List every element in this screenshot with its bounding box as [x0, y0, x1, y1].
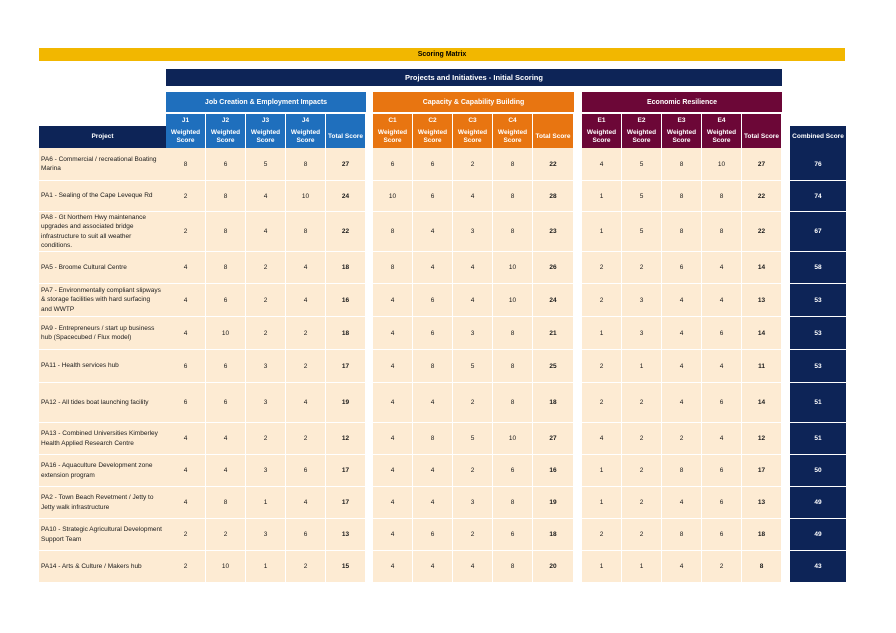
economic-score-cell: 8 [662, 519, 702, 551]
criteria-code-row [39, 114, 846, 126]
capacity-total-cell: 28 [533, 181, 574, 212]
job-score-cell: 6 [206, 350, 246, 383]
economic-total-cell: 18 [742, 519, 782, 551]
capacity-score-cell: 4 [453, 284, 493, 317]
economic-score-cell: 1 [582, 487, 622, 519]
capacity-score-cell: 4 [373, 423, 413, 455]
economic-score-cell: 1 [582, 181, 622, 212]
job-score-cell: 10 [286, 181, 326, 212]
capacity-score-cell: 8 [493, 383, 533, 423]
criterion-code: J3 [246, 114, 286, 126]
table-row [39, 487, 846, 519]
job-score-cell: 6 [206, 284, 246, 317]
project-name: PA9 - Entrepreneurs / start up business hub (Spacecubed / Flux model) [39, 317, 166, 350]
job-score-cell: 4 [166, 317, 206, 350]
economic-score-cell: 2 [622, 487, 662, 519]
project-name: PA13 - Combined Universities Kimberley Health Applied Research Centre [39, 423, 166, 455]
job-score-cell: 2 [206, 519, 246, 551]
economic-score-cell: 3 [622, 317, 662, 350]
project-name: PA10 - Strategic Agricultural Development Support Team [39, 519, 166, 551]
table-row [39, 350, 846, 383]
criterion-code: C1 [373, 114, 413, 126]
total-score-header: Total Score [326, 126, 366, 148]
job-score-cell: 2 [286, 423, 326, 455]
criterion-code: E4 [702, 114, 742, 126]
total-score-header: Total Score [533, 126, 574, 148]
job-score-cell: 6 [206, 148, 246, 181]
economic-score-cell: 4 [702, 284, 742, 317]
capacity-total-cell: 19 [533, 487, 574, 519]
job-total-cell: 27 [326, 148, 366, 181]
capacity-score-cell: 4 [373, 551, 413, 583]
economic-score-cell: 8 [702, 181, 742, 212]
capacity-score-cell: 6 [493, 455, 533, 487]
project-name: PA16 - Aquaculture Development zone extension program [39, 455, 166, 487]
combined-score-cell: 67 [790, 212, 846, 252]
project-name: PA2 - Town Beach Revetment / Jetty to Jetty walk infrastructure [39, 487, 166, 519]
job-total-cell: 12 [326, 423, 366, 455]
job-total-cell: 17 [326, 455, 366, 487]
job-total-cell: 17 [326, 487, 366, 519]
capacity-score-cell: 6 [413, 181, 453, 212]
project-name: PA11 - Health services hub [39, 350, 166, 383]
economic-score-cell: 3 [622, 284, 662, 317]
capacity-score-cell: 4 [413, 487, 453, 519]
economic-score-cell: 4 [662, 383, 702, 423]
capacity-score-cell: 6 [413, 284, 453, 317]
capacity-total-cell: 16 [533, 455, 574, 487]
job-score-cell: 4 [206, 455, 246, 487]
job-score-cell: 4 [166, 487, 206, 519]
job-score-cell: 2 [286, 350, 326, 383]
capacity-score-cell: 4 [453, 252, 493, 284]
job-total-cell: 18 [326, 317, 366, 350]
criterion-code: C4 [493, 114, 533, 126]
capacity-score-cell: 8 [493, 487, 533, 519]
economic-score-cell: 10 [702, 148, 742, 181]
capacity-score-cell: 2 [453, 148, 493, 181]
economic-score-cell: 4 [662, 551, 702, 583]
job-score-cell: 4 [246, 212, 286, 252]
economic-total-cell: 13 [742, 487, 782, 519]
job-score-cell: 8 [206, 212, 246, 252]
capacity-score-cell: 8 [373, 252, 413, 284]
job-total-cell: 13 [326, 519, 366, 551]
job-score-cell: 2 [246, 284, 286, 317]
economic-score-cell: 6 [702, 487, 742, 519]
economic-score-cell: 5 [622, 212, 662, 252]
capacity-score-cell: 6 [373, 148, 413, 181]
combined-score-cell: 51 [790, 423, 846, 455]
economic-score-cell: 5 [622, 148, 662, 181]
job-score-cell: 6 [286, 455, 326, 487]
weighted-score-header: Weighted Score [246, 126, 286, 148]
capacity-score-cell: 8 [493, 317, 533, 350]
criterion-code: J2 [206, 114, 246, 126]
weighted-score-header: Weighted Score [206, 126, 246, 148]
job-score-cell: 4 [286, 383, 326, 423]
capacity-total-cell: 27 [533, 423, 574, 455]
economic-total-cell: 27 [742, 148, 782, 181]
economic-score-cell: 2 [622, 383, 662, 423]
job-score-cell: 2 [246, 423, 286, 455]
combined-score-cell: 49 [790, 487, 846, 519]
economic-score-cell: 8 [702, 212, 742, 252]
economic-score-cell: 6 [702, 383, 742, 423]
combined-score-cell: 49 [790, 519, 846, 551]
economic-score-cell: 4 [702, 423, 742, 455]
job-score-cell: 4 [246, 181, 286, 212]
capacity-score-cell: 4 [413, 212, 453, 252]
job-score-cell: 4 [286, 284, 326, 317]
economic-score-cell: 2 [622, 252, 662, 284]
capacity-score-cell: 8 [373, 212, 413, 252]
economic-score-cell: 2 [622, 423, 662, 455]
capacity-score-cell: 8 [493, 181, 533, 212]
economic-score-cell: 6 [702, 455, 742, 487]
job-score-cell: 2 [246, 252, 286, 284]
economic-score-cell: 4 [702, 350, 742, 383]
weighted-score-header: Weighted Score [166, 126, 206, 148]
criterion-code: J4 [286, 114, 326, 126]
capacity-score-cell: 4 [373, 455, 413, 487]
capacity-total-cell: 21 [533, 317, 574, 350]
job-score-cell: 8 [286, 212, 326, 252]
capacity-total-cell: 26 [533, 252, 574, 284]
job-total-cell: 22 [326, 212, 366, 252]
job-score-cell: 8 [286, 148, 326, 181]
economic-score-cell: 6 [702, 519, 742, 551]
capacity-score-cell: 4 [373, 487, 413, 519]
economic-score-cell: 1 [622, 350, 662, 383]
capacity-score-cell: 6 [413, 148, 453, 181]
economic-score-cell: 4 [662, 317, 702, 350]
combined-score-cell: 53 [790, 350, 846, 383]
weighted-score-header: Weighted Score [662, 126, 702, 148]
combined-score-cell: 53 [790, 284, 846, 317]
capacity-score-cell: 4 [373, 519, 413, 551]
job-score-cell: 6 [206, 383, 246, 423]
economic-total-cell: 13 [742, 284, 782, 317]
job-score-cell: 1 [246, 487, 286, 519]
economic-score-cell: 4 [662, 487, 702, 519]
project-name: PA1 - Sealing of the Cape Leveque Rd [39, 181, 166, 212]
economic-score-cell: 1 [582, 212, 622, 252]
economic-score-cell: 4 [702, 252, 742, 284]
job-total-cell: 19 [326, 383, 366, 423]
job-score-cell: 4 [166, 252, 206, 284]
table-row [39, 284, 846, 317]
job-score-cell: 4 [166, 284, 206, 317]
job-score-cell: 8 [206, 252, 246, 284]
table-row [39, 181, 846, 212]
criterion-code: J1 [166, 114, 206, 126]
capacity-score-cell: 4 [453, 181, 493, 212]
scoring-matrix-title: Scoring Matrix [39, 48, 845, 61]
capacity-score-cell: 2 [453, 519, 493, 551]
project-name: PA14 - Arts & Culture / Makers hub [39, 551, 166, 583]
capacity-score-cell: 8 [413, 350, 453, 383]
combined-score-cell: 76 [790, 148, 846, 181]
group-header-economic-resilience: Economic Resilience [582, 92, 782, 112]
job-score-cell: 4 [286, 252, 326, 284]
economic-total-cell: 8 [742, 551, 782, 583]
job-score-cell: 5 [246, 148, 286, 181]
economic-score-cell: 8 [662, 212, 702, 252]
economic-score-cell: 2 [662, 423, 702, 455]
job-score-cell: 2 [166, 212, 206, 252]
economic-score-cell: 2 [622, 455, 662, 487]
capacity-total-cell: 23 [533, 212, 574, 252]
job-score-cell: 4 [286, 487, 326, 519]
job-score-cell: 6 [286, 519, 326, 551]
capacity-score-cell: 4 [413, 551, 453, 583]
job-score-cell: 8 [166, 148, 206, 181]
job-total-cell: 16 [326, 284, 366, 317]
economic-score-cell: 4 [582, 423, 622, 455]
capacity-score-cell: 4 [413, 383, 453, 423]
project-name: PA12 - All tides boat launching facility [39, 383, 166, 423]
job-score-cell: 10 [206, 317, 246, 350]
table-row [39, 423, 846, 455]
table-row [39, 383, 846, 423]
economic-score-cell: 1 [622, 551, 662, 583]
capacity-score-cell: 6 [493, 519, 533, 551]
economic-score-cell: 8 [662, 455, 702, 487]
capacity-score-cell: 4 [413, 252, 453, 284]
capacity-total-cell: 24 [533, 284, 574, 317]
table-row [39, 455, 846, 487]
job-score-cell: 2 [286, 551, 326, 583]
combined-score-cell: 58 [790, 252, 846, 284]
weighted-score-header: Weighted Score [493, 126, 533, 148]
table-row [39, 551, 846, 583]
capacity-total-cell: 18 [533, 383, 574, 423]
criterion-code: E2 [622, 114, 662, 126]
weighted-score-header: Weighted Score [702, 126, 742, 148]
weighted-score-header: Weighted Score [286, 126, 326, 148]
economic-score-cell: 6 [702, 317, 742, 350]
capacity-score-cell: 4 [453, 551, 493, 583]
capacity-score-cell: 10 [493, 252, 533, 284]
economic-score-cell: 8 [662, 148, 702, 181]
economic-score-cell: 2 [582, 350, 622, 383]
capacity-score-cell: 10 [373, 181, 413, 212]
economic-score-cell: 6 [662, 252, 702, 284]
economic-score-cell: 2 [622, 519, 662, 551]
capacity-total-cell: 25 [533, 350, 574, 383]
economic-total-cell: 11 [742, 350, 782, 383]
capacity-total-cell: 18 [533, 519, 574, 551]
economic-score-cell: 4 [582, 148, 622, 181]
job-score-cell: 3 [246, 350, 286, 383]
economic-total-cell: 22 [742, 212, 782, 252]
capacity-score-cell: 10 [493, 423, 533, 455]
weighted-score-header: Weighted Score [582, 126, 622, 148]
capacity-score-cell: 4 [413, 455, 453, 487]
economic-score-cell: 2 [582, 252, 622, 284]
capacity-score-cell: 4 [373, 317, 413, 350]
column-header-row [39, 126, 846, 148]
capacity-score-cell: 5 [453, 423, 493, 455]
economic-total-cell: 14 [742, 252, 782, 284]
capacity-score-cell: 4 [373, 284, 413, 317]
criterion-code: E1 [582, 114, 622, 126]
total-score-header: Total Score [742, 126, 782, 148]
job-total-cell: 17 [326, 350, 366, 383]
job-score-cell: 8 [206, 181, 246, 212]
economic-score-cell: 4 [662, 350, 702, 383]
capacity-score-cell: 3 [453, 212, 493, 252]
capacity-score-cell: 8 [493, 212, 533, 252]
job-score-cell: 2 [166, 519, 206, 551]
job-score-cell: 8 [206, 487, 246, 519]
weighted-score-header: Weighted Score [622, 126, 662, 148]
combined-score-cell: 74 [790, 181, 846, 212]
section-header: Projects and Initiatives - Initial Scoring [166, 69, 782, 86]
job-score-cell: 2 [246, 317, 286, 350]
table-row [39, 212, 846, 252]
job-score-cell: 3 [246, 455, 286, 487]
economic-score-cell: 2 [702, 551, 742, 583]
job-score-cell: 6 [166, 350, 206, 383]
capacity-score-cell: 4 [373, 350, 413, 383]
capacity-total-cell: 22 [533, 148, 574, 181]
economic-total-cell: 22 [742, 181, 782, 212]
job-score-cell: 10 [206, 551, 246, 583]
capacity-score-cell: 4 [373, 383, 413, 423]
economic-score-cell: 1 [582, 551, 622, 583]
project-name: PA5 - Broome Cultural Centre [39, 252, 166, 284]
capacity-score-cell: 8 [493, 551, 533, 583]
scoring-table [39, 114, 846, 583]
capacity-score-cell: 2 [453, 383, 493, 423]
economic-total-cell: 17 [742, 455, 782, 487]
economic-total-cell: 14 [742, 317, 782, 350]
table-row [39, 252, 846, 284]
job-score-cell: 3 [246, 383, 286, 423]
capacity-score-cell: 6 [413, 519, 453, 551]
weighted-score-header: Weighted Score [453, 126, 493, 148]
capacity-score-cell: 3 [453, 317, 493, 350]
economic-score-cell: 2 [582, 519, 622, 551]
project-column-header: Project [39, 126, 166, 148]
combined-score-cell: 43 [790, 551, 846, 583]
economic-score-cell: 1 [582, 455, 622, 487]
criterion-code: C3 [453, 114, 493, 126]
weighted-score-header: Weighted Score [373, 126, 413, 148]
capacity-score-cell: 2 [453, 455, 493, 487]
capacity-score-cell: 6 [413, 317, 453, 350]
economic-score-cell: 4 [662, 284, 702, 317]
table-row [39, 148, 846, 181]
job-score-cell: 2 [166, 181, 206, 212]
capacity-score-cell: 8 [493, 350, 533, 383]
job-score-cell: 3 [246, 519, 286, 551]
capacity-score-cell: 5 [453, 350, 493, 383]
table-row [39, 317, 846, 350]
job-score-cell: 6 [166, 383, 206, 423]
criterion-code: E3 [662, 114, 702, 126]
combined-score-cell: 50 [790, 455, 846, 487]
group-header-job-creation: Job Creation & Employment Impacts [166, 92, 366, 112]
capacity-score-cell: 8 [493, 148, 533, 181]
economic-score-cell: 2 [582, 383, 622, 423]
capacity-score-cell: 3 [453, 487, 493, 519]
project-name: PA7 - Environmentally compliant slipways & storage facilities with hard surfacing and WWTP [39, 284, 166, 317]
economic-score-cell: 5 [622, 181, 662, 212]
criterion-code: C2 [413, 114, 453, 126]
job-score-cell: 1 [246, 551, 286, 583]
capacity-score-cell: 10 [493, 284, 533, 317]
job-score-cell: 4 [206, 423, 246, 455]
project-name: PA6 - Commercial / recreational Boating Marina [39, 148, 166, 181]
weighted-score-header: Weighted Score [413, 126, 453, 148]
combined-score-header: Combined Score [790, 126, 846, 148]
combined-score-cell: 53 [790, 317, 846, 350]
combined-score-cell: 51 [790, 383, 846, 423]
economic-total-cell: 12 [742, 423, 782, 455]
job-total-cell: 18 [326, 252, 366, 284]
economic-total-cell: 14 [742, 383, 782, 423]
job-score-cell: 2 [286, 317, 326, 350]
capacity-score-cell: 8 [413, 423, 453, 455]
job-total-cell: 15 [326, 551, 366, 583]
economic-score-cell: 1 [582, 317, 622, 350]
group-header-capacity: Capacity & Capability Building [373, 92, 574, 112]
job-score-cell: 4 [166, 423, 206, 455]
job-total-cell: 24 [326, 181, 366, 212]
project-name: PA8 - Gt Northern Hwy maintenance upgrades and associated bridge infrastructure to suit all weather conditions. [39, 212, 166, 252]
table-row [39, 519, 846, 551]
job-score-cell: 2 [166, 551, 206, 583]
capacity-total-cell: 20 [533, 551, 574, 583]
economic-score-cell: 8 [662, 181, 702, 212]
job-score-cell: 4 [166, 455, 206, 487]
economic-score-cell: 2 [582, 284, 622, 317]
